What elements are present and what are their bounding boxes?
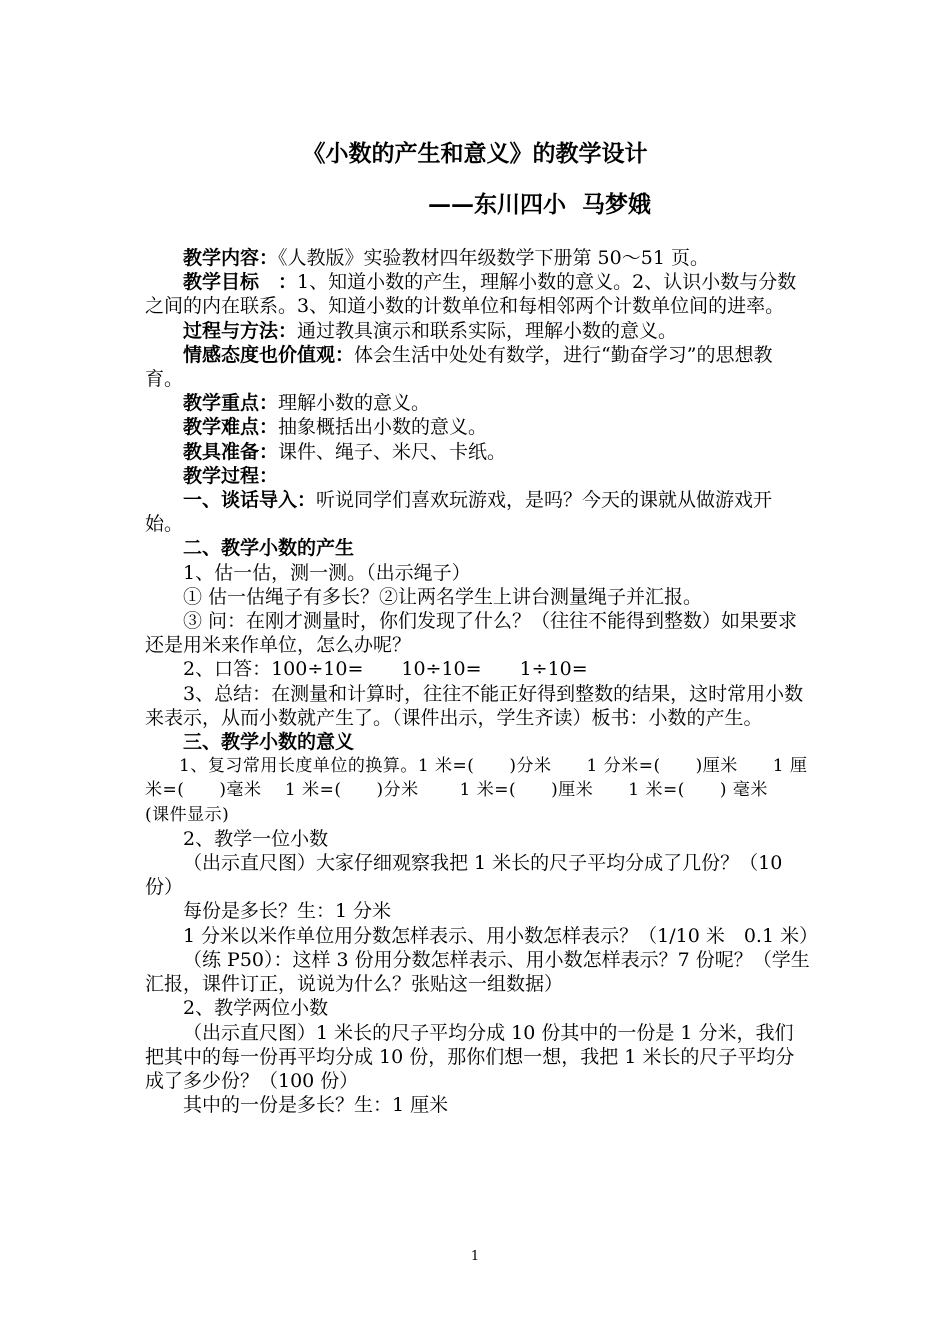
paragraph (145, 561, 810, 585)
paragraph-text: 课件、绳子、米尺、卡纸。 (278, 440, 507, 463)
paragraph-label: 过程与方法： (183, 319, 298, 342)
paragraph-label: 一、谈话导入： (183, 489, 317, 512)
paragraph (145, 609, 810, 657)
paragraph-label: 教学重点： (183, 392, 279, 415)
paragraph-text: 体会生活中处处有数学，进行“勤奋学习”的思想教育。 (145, 343, 773, 391)
paragraph (145, 948, 810, 996)
paragraph (145, 851, 810, 899)
paragraph-label: 三、教学小数的意义 (183, 731, 355, 754)
paragraph-text: 2、口答：100÷10= 10÷10= 1÷10= (183, 658, 588, 681)
paragraph-text: 2、教学一位小数 (183, 827, 329, 850)
paragraph (145, 343, 810, 391)
paragraph-text: 1、估一估，测一测。（出示绳子） (183, 561, 471, 584)
paragraph-text: 1、知道小数的产生，理解小数的意义。2、认识小数与分数之间的内在联系。3、知道小数的计数单位和每相邻两个计数单位间的进率。 (145, 271, 797, 318)
paragraph-text: 通过教具演示和联系实际，理解小数的意义。 (297, 319, 678, 342)
paragraph (145, 536, 810, 560)
paragraph-label: 情感态度也价值观： (183, 343, 355, 366)
paragraph-text: 《人教版》实验教材四年级数学下册第 50～51 页。 (278, 247, 709, 269)
paragraph-text: ① 估一估绳子有多长？②让两名学生上讲台测量绳子并汇报。 (183, 585, 703, 608)
paragraph (145, 657, 810, 681)
paragraph (145, 1093, 810, 1117)
paragraph (145, 464, 810, 488)
page-number: 1 (470, 1249, 480, 1264)
paragraph (145, 996, 810, 1020)
paragraph-text: 1 分米以米作单位用分数怎样表示、用小数怎样表示？（1/10 米 0.1 米） (183, 924, 819, 947)
paragraph (145, 827, 810, 851)
paragraph-text: 听说同学们喜欢玩游戏，是吗？今天的课就从做游戏开始。 (145, 489, 773, 536)
paragraph-text: 2、教学两位小数 (183, 997, 329, 1020)
paragraph-label: 教学难点： (183, 416, 279, 439)
paragraph (145, 585, 810, 609)
paragraph (145, 682, 810, 730)
paragraph (145, 1021, 810, 1094)
paragraph-text: （出示直尺图）1 米长的尺子平均分成 10 份其中的一份是 1 分米，我们把其中的每一份再平均分成 10 份，那你们想一想，我把 1 米长的尺子平均分成了多少份？（100 份） (145, 1021, 795, 1092)
document-author-line: ——东川四小 马梦娥 (428, 191, 652, 218)
paragraph-label: 二、教学小数的产生 (183, 537, 355, 560)
paragraph-text: （练 P50）：这样 3 份用分数怎样表示、用小数怎样表示？7 份呢？（学生汇报，课件订正，说说为什么？张贴这一组数据） (145, 948, 810, 996)
paragraph-label: 教学内容： (183, 247, 279, 269)
paragraph-text: 抽象概括出小数的意义。 (278, 416, 488, 439)
paragraph (145, 488, 810, 536)
paragraph (145, 415, 810, 439)
paragraph-text: ③ 问：在刚才测量时，你们发现了什么？（往往不能得到整数）如果要求还是用米来作单位，怎么办呢？ (145, 610, 798, 657)
document-title: 《小数的产生和意义》的教学设计 (302, 140, 648, 167)
paragraph (145, 391, 810, 415)
paragraph-label: 教具准备： (183, 440, 279, 463)
paragraph-label: 教学过程： (183, 464, 279, 487)
paragraph-text: 1、复习常用长度单位的换算。1 米=( )分米 1 分米=( )厘米 1 厘米=( )毫米 1 米=( )分米 1 米=( )厘米 1 米=( ) 毫米 (课件显示) (145, 756, 808, 825)
paragraph (145, 270, 810, 318)
paragraph (145, 924, 819, 948)
paragraph (145, 246, 810, 270)
paragraph (145, 440, 810, 464)
paragraph (145, 754, 810, 827)
paragraph (145, 730, 810, 754)
paragraph (145, 319, 810, 343)
paragraph-text: （出示直尺图）大家仔细观察我把 1 米长的尺子平均分成了几份？（10 份） (145, 852, 783, 899)
document-body (145, 246, 819, 1117)
paragraph (145, 899, 810, 923)
paragraph-label: 教学目标 ： (183, 271, 298, 294)
paragraph-text: 3、总结：在测量和计算时，往往不能正好得到整数的结果，这时常用小数来表示，从而小数就产生了。（课件出示，学生齐读）板书：小数的产生。 (145, 682, 804, 729)
paragraph-text: 理解小数的意义。 (278, 392, 431, 415)
paragraph-text: 每份是多长？生：1 分米 (183, 900, 392, 923)
paragraph-text: 其中的一份是多长？生：1 厘米 (183, 1094, 449, 1117)
